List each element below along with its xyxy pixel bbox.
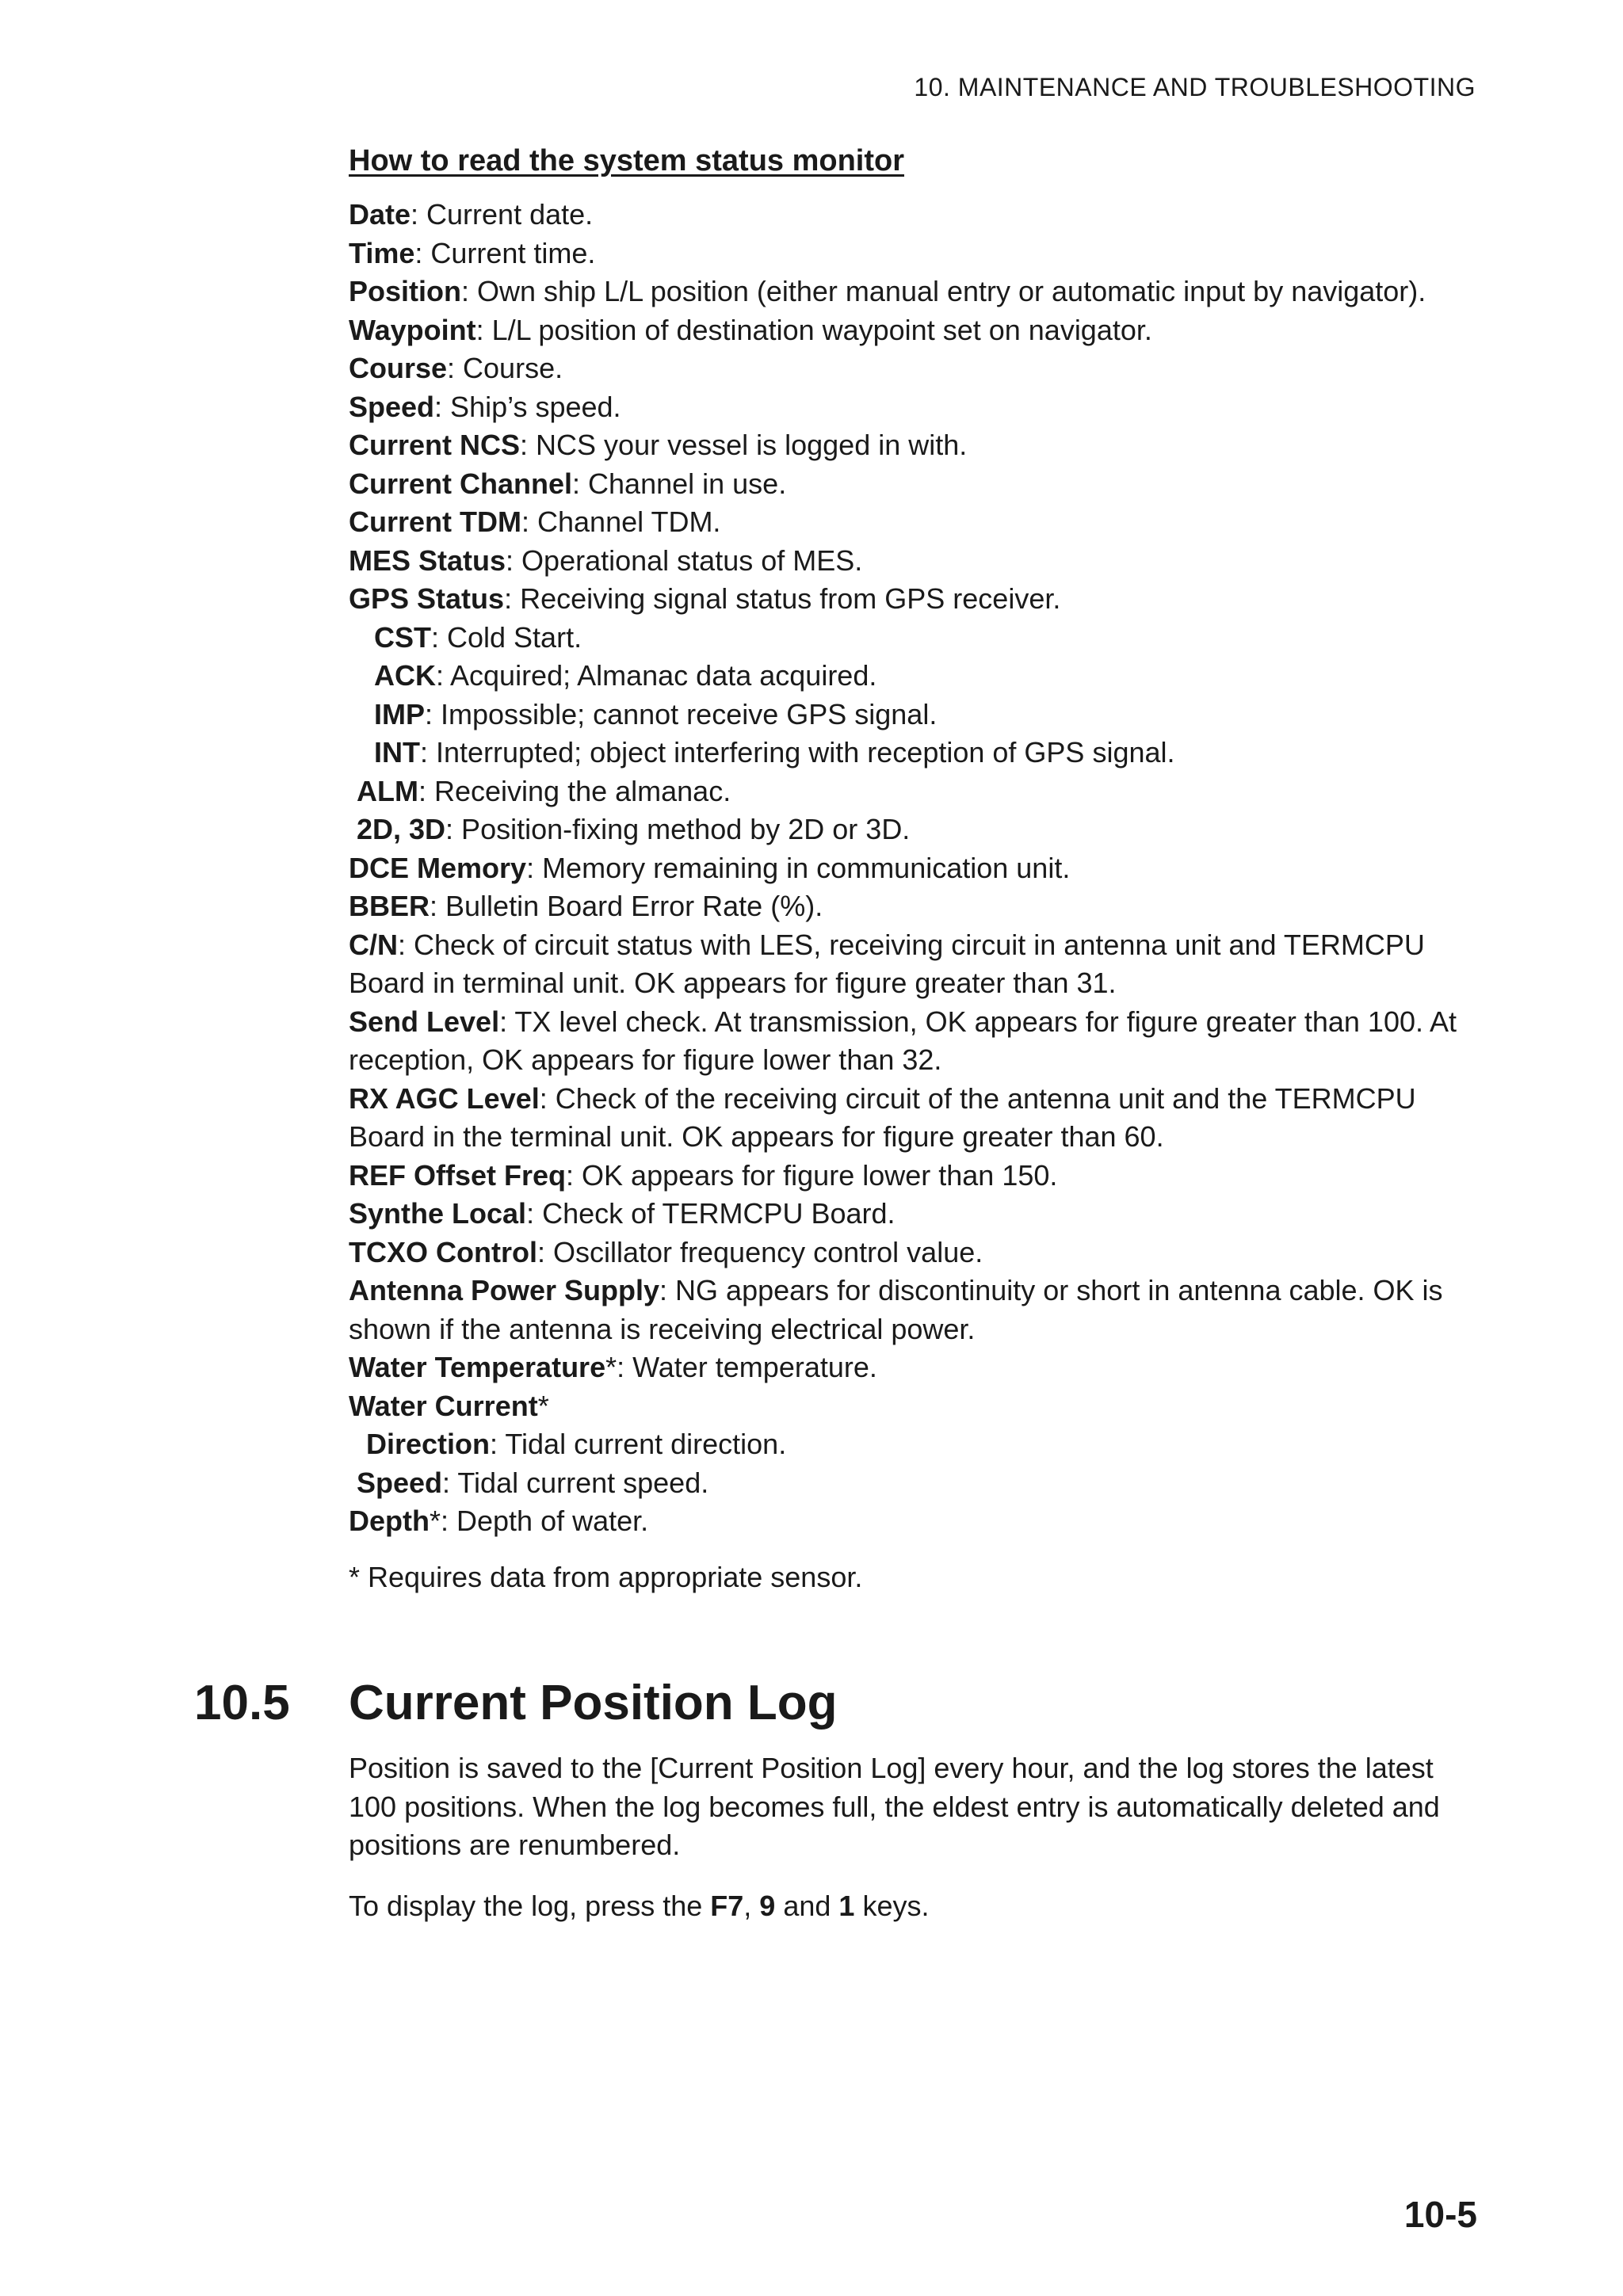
definition-term: TCXO Control	[349, 1235, 537, 1268]
subsection-title: How to read the system status monitor	[349, 144, 905, 177]
definition-term: Synthe Local	[349, 1197, 527, 1230]
definition-term: Current TDM	[349, 505, 521, 538]
instruction-text: ,	[743, 1889, 760, 1922]
definition-text: : Cold Start.	[431, 620, 582, 654]
definition-item	[349, 503, 1482, 542]
section-body	[349, 1749, 1483, 1925]
definition-term: DCE Memory	[349, 851, 527, 884]
definition-text: : Tidal current speed.	[442, 1466, 709, 1499]
definition-text: : Receiving the almanac.	[418, 774, 731, 807]
definition-item	[349, 1234, 1482, 1272]
definition-term: CST	[374, 620, 431, 654]
definition-term: Speed	[349, 390, 435, 423]
definition-text: : Receiving signal status from GPS receiver.	[504, 582, 1061, 615]
definition-text: : Ship’s speed.	[434, 390, 621, 423]
definition-item	[349, 696, 1482, 734]
definition-term: Current Channel	[349, 467, 573, 500]
definition-term: Direction	[366, 1428, 491, 1460]
definition-text: : Oscillator frequency control value.	[537, 1235, 983, 1268]
definition-term: ALM	[357, 774, 418, 807]
key-name: 9	[759, 1889, 776, 1922]
definition-text: : Position-fixing method by 2D or 3D.	[445, 813, 911, 845]
definition-text: : Channel TDM.	[521, 505, 721, 538]
definition-term: MES Status	[349, 543, 506, 577]
definition-term: Course	[349, 352, 448, 384]
definition-text: : TX level check. At transmission, OK appears for figure greater than 100. At reception, OK appears for figure lower than 32.	[349, 1005, 1457, 1076]
definition-term: BBER	[349, 890, 430, 922]
definition-term: Time	[349, 236, 415, 269]
definition-text: : NG appears for discontinuity or short in antenna cable. OK is shown if the antenna is receiving electrical power.	[349, 1274, 1443, 1345]
status-monitor-content	[349, 144, 1482, 1596]
definition-item	[349, 1195, 1482, 1234]
definition-term: Waypoint	[349, 313, 476, 346]
key-name: F7	[710, 1889, 744, 1922]
definition-term: Water Temperature	[349, 1351, 606, 1383]
definition-text: : Current date.	[411, 198, 594, 231]
definition-item	[349, 734, 1482, 772]
definition-item	[349, 1387, 1482, 1426]
instruction-text: keys.	[854, 1889, 930, 1922]
definition-item	[349, 772, 1482, 811]
definition-term: Position	[349, 275, 461, 307]
definition-text: : Interrupted; object interfering with reception of GPS signal.	[420, 736, 1175, 769]
section-title: Current Position Log	[349, 1676, 838, 1730]
page-number: 10-5	[1403, 2194, 1477, 2235]
definition-term: Send Level	[349, 1005, 500, 1038]
section-current-position-log	[194, 1672, 1483, 1947]
definition-text: : Current time.	[414, 236, 596, 269]
definition-item	[349, 619, 1482, 658]
instruction-text: To display the log, press the	[349, 1889, 711, 1922]
definition-item	[349, 1080, 1482, 1157]
definition-item	[349, 388, 1482, 427]
definition-term: Speed	[357, 1466, 443, 1499]
definition-item	[349, 196, 1482, 235]
definition-item	[349, 311, 1482, 350]
definition-text: : Check of circuit status with LES, receiving circuit in antenna unit and TERMCPU Board in terminal unit. OK appears for figure greater than 31.	[349, 928, 1425, 999]
definition-term: 2D, 3D	[357, 813, 446, 845]
instruction-text: and	[775, 1889, 839, 1922]
definition-term: GPS Status	[349, 582, 505, 615]
definition-item	[349, 235, 1482, 273]
definition-text: : Channel in use.	[572, 467, 787, 500]
definition-item	[349, 426, 1482, 465]
definition-term: IMP	[374, 697, 426, 730]
definition-text: : OK appears for figure lower than 150.	[566, 1158, 1058, 1192]
definition-item	[349, 1425, 1482, 1464]
definition-term: C/N	[349, 928, 398, 961]
definition-item	[349, 273, 1482, 311]
definition-text: : Check of the receiving circuit of the antenna unit and the TERMCPU Board in the terminal unit. OK appears for figure greater than 60.	[349, 1081, 1416, 1153]
definition-item	[349, 887, 1482, 926]
definition-item	[349, 657, 1482, 696]
definition-term: Depth	[349, 1505, 430, 1537]
definition-item	[349, 1502, 1482, 1541]
definition-text: : Tidal current direction.	[490, 1428, 787, 1460]
definition-item	[349, 349, 1482, 388]
definition-text: *: Depth of water.	[430, 1505, 649, 1537]
definition-text: *	[537, 1389, 549, 1422]
section-heading	[194, 1672, 1483, 1735]
running-header: 10. MAINTENANCE AND TROUBLESHOOTING	[914, 73, 1476, 101]
definition-text: : Check of TERMCPU Board.	[526, 1197, 896, 1230]
definition-term: ACK	[374, 659, 436, 692]
definition-text: : Impossible; cannot receive GPS signal.	[425, 697, 938, 730]
section-number: 10.5	[194, 1676, 290, 1730]
definition-text: *: Water temperature.	[605, 1351, 877, 1383]
definition-item	[349, 542, 1482, 581]
section-paragraph	[349, 1887, 1483, 1926]
definition-item	[349, 1348, 1482, 1387]
definition-text: : Memory remaining in communication unit.	[526, 851, 1071, 884]
definition-text: : Operational status of MES.	[506, 543, 863, 577]
definition-text: : NCS your vessel is logged in with.	[520, 429, 968, 461]
definition-text: : Course.	[447, 352, 563, 384]
definition-term: Antenna Power Supply	[349, 1274, 660, 1306]
definition-item	[349, 465, 1482, 504]
definition-term: Date	[349, 198, 411, 231]
definition-term: INT	[374, 736, 420, 769]
definition-item	[349, 926, 1482, 1003]
definition-item	[349, 1003, 1482, 1080]
definition-item	[349, 1272, 1482, 1348]
definition-text: : Own ship L/L position (either manual entry or automatic input by navigator).	[461, 275, 1426, 307]
definition-item	[349, 1157, 1482, 1196]
definition-item	[349, 849, 1482, 888]
definition-item	[349, 810, 1482, 849]
definition-text: : L/L position of destination waypoint set on navigator.	[475, 313, 1152, 346]
definition-item	[349, 1464, 1482, 1503]
definition-term: RX AGC Level	[349, 1081, 540, 1115]
definition-term: Water Current	[349, 1389, 538, 1422]
definition-text: : Acquired; Almanac data acquired.	[436, 659, 877, 692]
footnote: * Requires data from appropriate sensor.	[349, 1560, 863, 1593]
definition-term: Current NCS	[349, 429, 521, 461]
definition-item	[349, 580, 1482, 619]
key-name: 1	[838, 1889, 855, 1922]
definition-term: REF Offset Freq	[349, 1158, 567, 1192]
definition-text: : Bulletin Board Error Rate (%).	[430, 890, 823, 922]
section-paragraph: Position is saved to the [Current Position Log] every hour, and the log stores the latest 100 positions. When the log becomes full, the eldest entry is automatically deleted and positions are renumbered.	[349, 1752, 1440, 1861]
definition-list	[349, 196, 1482, 1541]
